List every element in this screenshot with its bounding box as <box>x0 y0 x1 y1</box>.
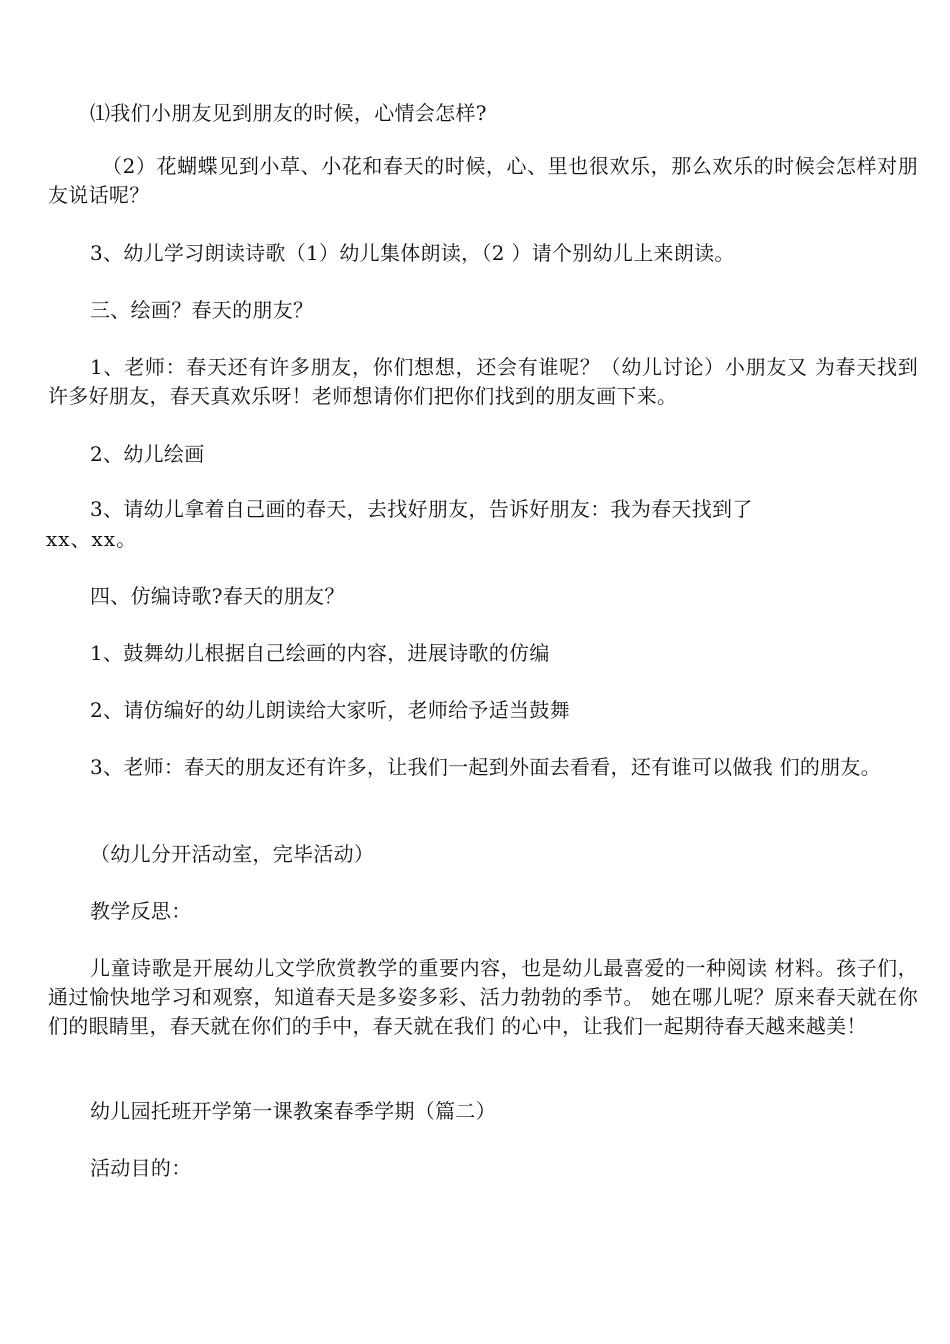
section-heading-reflection: 教学反思： <box>90 899 192 923</box>
paragraph-drawing-step-1: 1、老师：春天还有许多朋友，你们想想，还会有谁呢？（幼儿讨论）小朋友又 为春天找到许多好朋友，春天真欢乐呀！老师想请你们把你们找到的朋友画下来。 <box>48 355 918 408</box>
paragraph-step-3-reading: 3、幼儿学习朗读诗歌（1）幼儿集体朗读，（2 ）请个别幼儿上来朗读。 <box>90 241 735 265</box>
document-page <box>48 0 918 1344</box>
section-heading-drawing: 三、绘画？春天的朋友？ <box>90 298 314 322</box>
paragraph-question-1: ⑴我们小朋友见到朋友的时候，心情会怎样? <box>90 101 487 125</box>
paragraph-drawing-step-2: 2、幼儿绘画 <box>90 442 205 466</box>
paragraph-poem-step-2: 2、请仿编好的幼儿朗读给大家听，老师给予适当鼓舞 <box>90 698 570 722</box>
paragraph-drawing-step-3: 3、请幼儿拿着自己画的春天，去找好朋友，告诉好朋友：我为春天找到了 <box>90 497 753 521</box>
paragraph-drawing-step-3-tail: xx、xx。 <box>46 527 138 551</box>
section-title-part-two: 幼儿园托班开学第一课教案春季学期（篇二） <box>90 1099 496 1123</box>
paragraph-reflection: 儿童诗歌是开展幼儿文学欣赏教学的重要内容，也是幼儿最喜爱的一种阅读 材料。孩子们，通过愉快地学习和观察，知道春天是多姿多彩、活力勃勃的季节。 她在哪儿呢？原来春天就在你们的眼睛里，春天就在你们的手中，春天就在我们 的心中，让我们一起期待春天越来越美！ <box>48 956 918 1038</box>
paragraph-poem-step-3: 3、老师：春天的朋友还有许多，让我们一起到外面去看看，还有谁可以做我 们的朋友。 <box>90 755 882 779</box>
paragraph-question-2: （2）花蝴蝶见到小草、小花和春天的时候，心、里也很欢乐，那么欢乐的时候会怎样对朋友说话呢？ <box>48 154 918 207</box>
section-heading-goals: 活动目的： <box>90 1156 192 1180</box>
paragraph-end-activity: （幼儿分开活动室，完毕活动） <box>90 842 375 866</box>
section-heading-poem: 四、仿编诗歌?春天的朋友？ <box>90 584 345 608</box>
paragraph-poem-step-1: 1、鼓舞幼儿根据自己绘画的内容，进展诗歌的仿编 <box>90 641 550 665</box>
